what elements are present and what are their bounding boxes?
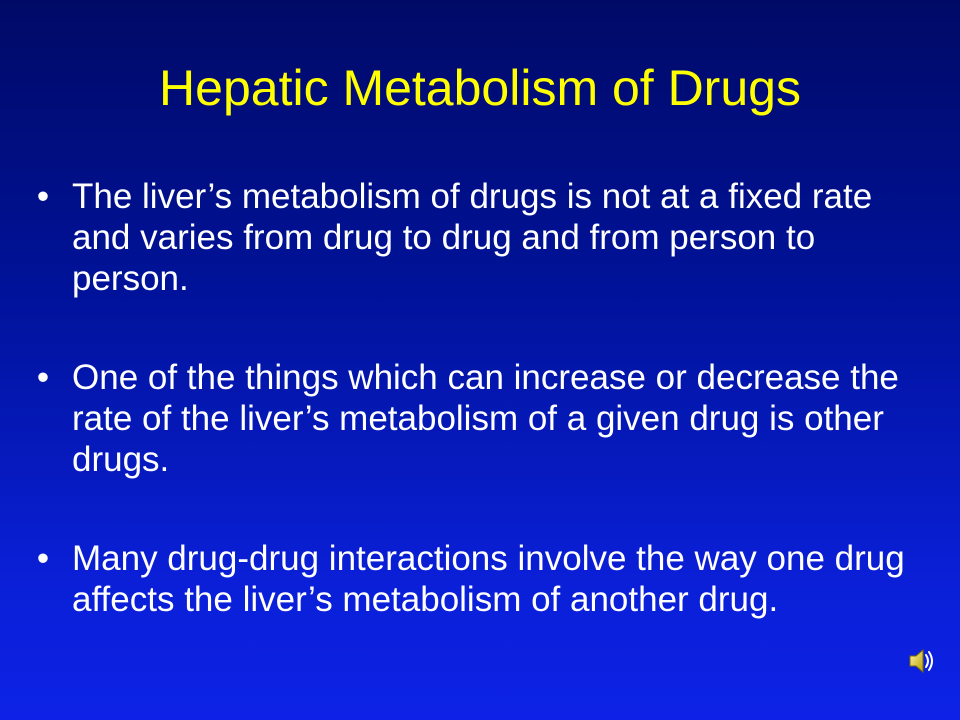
slide-title: Hepatic Metabolism of Drugs	[159, 60, 801, 116]
bullet-item	[28, 176, 938, 299]
bullet-item	[28, 538, 938, 620]
speaker-icon-graphic	[904, 644, 938, 678]
bullet-text: One of the things which can increase or decrease the rate of the liver’s metabolism of a given drug is other drugs.	[72, 358, 899, 479]
bullet-list	[28, 176, 938, 678]
bullet-text: The liver’s metabolism of drugs is not at a fixed rate and varies from drug to drug and from person to person.	[72, 177, 873, 298]
bullet-item	[28, 357, 938, 480]
bullet-marker: •	[36, 177, 50, 216]
bullet-marker: •	[36, 539, 50, 578]
bullet-text: Many drug-drug interactions involve the way one drug affects the liver’s metabolism of another drug.	[72, 539, 905, 619]
speaker-icon[interactable]	[904, 644, 938, 678]
bullet-marker: •	[36, 358, 50, 397]
